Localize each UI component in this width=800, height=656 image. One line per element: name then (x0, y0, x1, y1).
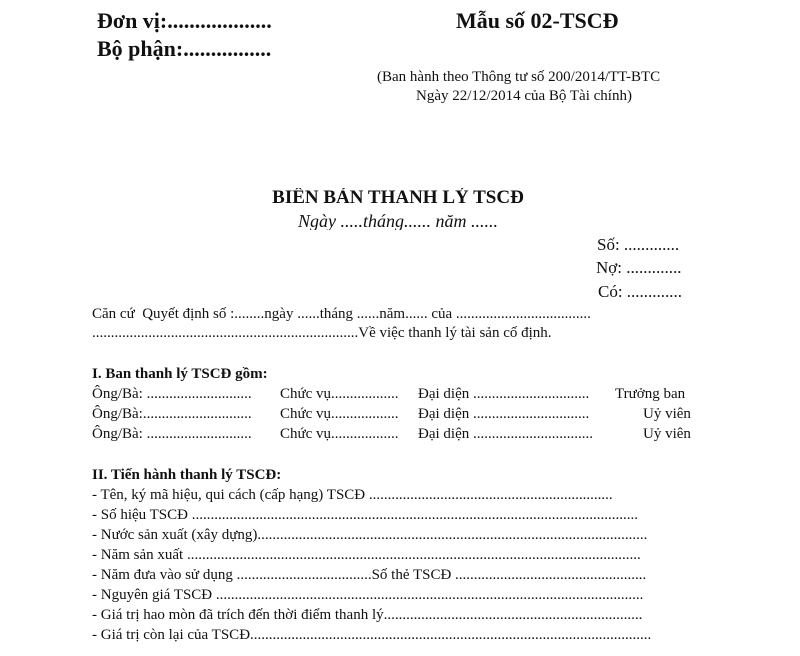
member-row-3-represent: Đại diện ................................ (418, 426, 593, 442)
member-row-1-represent: Đại diện ............................... (418, 386, 590, 402)
member-row-3-role: Uỷ viên (643, 426, 691, 442)
member-row-3-name: Ông/Bà: ............................ (92, 426, 252, 442)
member-row-2-name: Ông/Bà:............................. (92, 406, 252, 422)
item-country: - Nước sản xuất (xây dựng)........................................................................................................ (92, 527, 648, 543)
document-title: BIÊN BẢN THANH LÝ TSCĐ (272, 188, 524, 207)
item-original-cost: - Nguyên giá TSCĐ .................................................................................................................. (92, 587, 644, 603)
can-cu-line1: Căn cứ Quyết định số :........ngày ......tháng ......năm...... của .................................... (92, 306, 591, 322)
item-remaining-value: - Giá trị còn lại của TSCĐ........................................................................................................... (92, 627, 652, 643)
can-cu-line2: .......................................................................Về việc thanh lý tài sản cố định. (92, 325, 552, 341)
member-row-3-position: Chức vụ.................. (280, 426, 399, 442)
don-vi-label: Đơn vị:................... (97, 8, 272, 33)
member-row-1-position: Chức vụ.................. (280, 386, 399, 402)
issuance-note-line2: Ngày 22/12/2014 của Bộ Tài chính) (416, 88, 632, 104)
form-number: Mẫu số 02-TSCĐ (456, 8, 619, 33)
item-depreciation: - Giá trị hao mòn đã trích đến thời điểm thanh lý..................................................................... (92, 607, 643, 623)
co-line: Có: ............. (598, 282, 683, 301)
no-line: Nợ: ............. (596, 258, 682, 277)
section2-heading: II. Tiến hành thanh lý TSCĐ: (92, 467, 282, 483)
issuance-note-line1: (Ban hành theo Thông tư số 200/2014/TT-BTC (377, 69, 661, 85)
member-row-1-role: Trưởng ban (615, 386, 686, 402)
section1-heading: I. Ban thanh lý TSCĐ gồm: (92, 366, 268, 382)
member-row-2-position: Chức vụ.................. (280, 406, 399, 422)
so-line: Số: ............. (597, 235, 680, 254)
item-year-made: - Năm sản xuất ......................................................................................................................... (92, 547, 641, 563)
member-row-2-role: Uỷ viên (643, 406, 691, 422)
item-asset-name: - Tên, ký mã hiệu, qui cách (cấp hạng) TSCĐ ................................................................. (92, 487, 613, 503)
member-row-2-represent: Đại diện ............................... (418, 406, 590, 422)
date-line: Ngày .....tháng...... năm ...... (298, 212, 498, 230)
item-asset-code: - Số hiệu TSCĐ ....................................................................................................................... (92, 507, 638, 523)
item-year-used: - Năm đưa vào sử dụng ....................................Số thẻ TSCĐ ................................................... (92, 567, 647, 583)
member-row-1-name: Ông/Bà: ............................ (92, 386, 252, 402)
bo-phan-label: Bộ phận:................ (97, 36, 272, 61)
